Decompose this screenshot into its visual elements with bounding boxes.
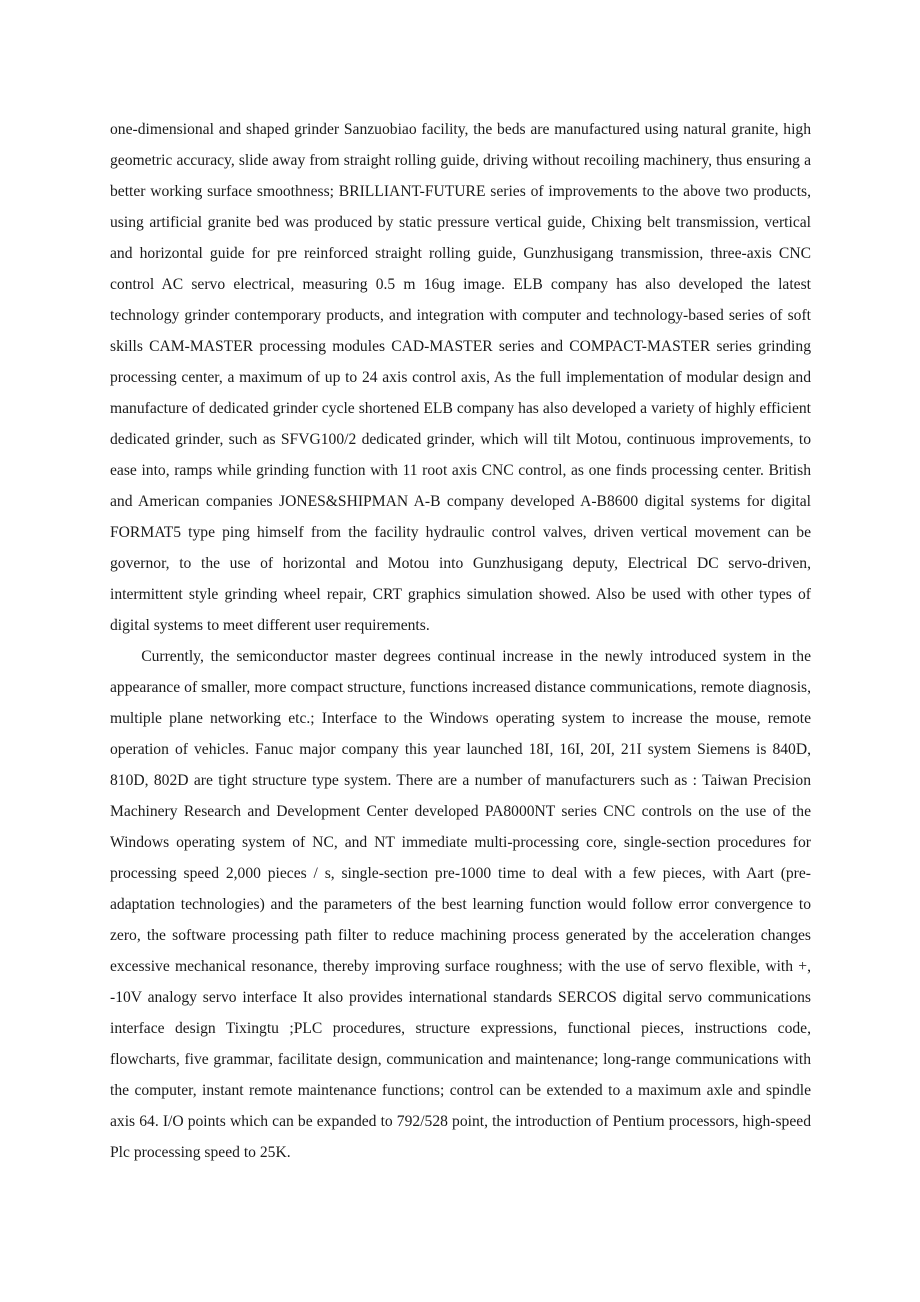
document-page [110,114,811,1168]
paragraph-continued: one-dimensional and shaped grinder Sanzuobiao facility, the beds are manufactured using natural granite, high geometric accuracy, slide away from straight rolling guide, driving without recoiling machinery, thus ensuring a better working surface smoothness; BRILLIANT-FUTURE series of improvements to the above two products, using artificial granite bed was produced by static pressure vertical guide, Chixing belt transmission, vertical and horizontal guide for pre reinforced straight rolling guide, Gunzhusigang transmission, three-axis CNC control AC servo electrical, measuring 0.5 m 16ug image. ELB company has also developed the latest technology grinder contemporary products, and integration with computer and technology-based series of soft skills CAM-MASTER processing modules CAD-MASTER series and COMPACT-MASTER series grinding processing center, a maximum of up to 24 axis control axis, As the full implementation of modular design and manufacture of dedicated grinder cycle shortened ELB company has also developed a variety of highly efficient dedicated grinder, such as SFVG100/2 dedicated grinder, which will tilt Motou, continuous improvements, to ease into, ramps while grinding function with 11 root axis CNC control, as one finds processing center. British and American companies JONES&SHIPMAN A-B company developed A-B8600 digital systems for digital FORMAT5 type ping himself from the facility hydraulic control valves, driven vertical movement can be governor, to the use of horizontal and Motou into Gunzhusigang deputy, Electrical DC servo-driven, intermittent style grinding wheel repair, CRT graphics simulation showed. Also be used with other types of digital systems to meet different user requirements. [110,121,811,634]
paragraph-currently: Currently, the semiconductor master degrees continual increase in the newly introduced system in the appearance of smaller, more compact structure, functions increased distance communications, remote diagnosis, multiple plane networking etc.; Interface to the Windows operating system to increase the mouse, remote operation of vehicles. Fanuc major company this year launched 18I, 16I, 20I, 21I system Siemens is 840D, 810D, 802D are tight structure type system. There are a number of manufacturers such as : Taiwan Precision Machinery Research and Development Center developed PA8000NT series CNC controls on the use of the Windows operating system of NC, and NT immediate multi-processing core, single-section procedures for processing speed 2,000 pieces / s, single-section pre-1000 time to deal with a few pieces, with Aart (pre-adaptation technologies) and the parameters of the best learning function would follow error convergence to zero, the software processing path filter to reduce machining process generated by the acceleration changes excessive mechanical resonance, thereby improving surface roughness; with the use of servo flexible, with +, -10V analogy servo interface It also provides international standards SERCOS digital servo communications interface design Tixingtu ;PLC procedures, structure expressions, functional pieces, instructions code, flowcharts, five grammar, facilitate design, communication and maintenance; long-range communications with the computer, instant remote maintenance functions; control can be extended to a maximum axle and spindle axis 64. I/O points which can be expanded to 792/528 point, the introduction of Pentium processors, high-speed Plc processing speed to 25K. [110,648,811,1161]
